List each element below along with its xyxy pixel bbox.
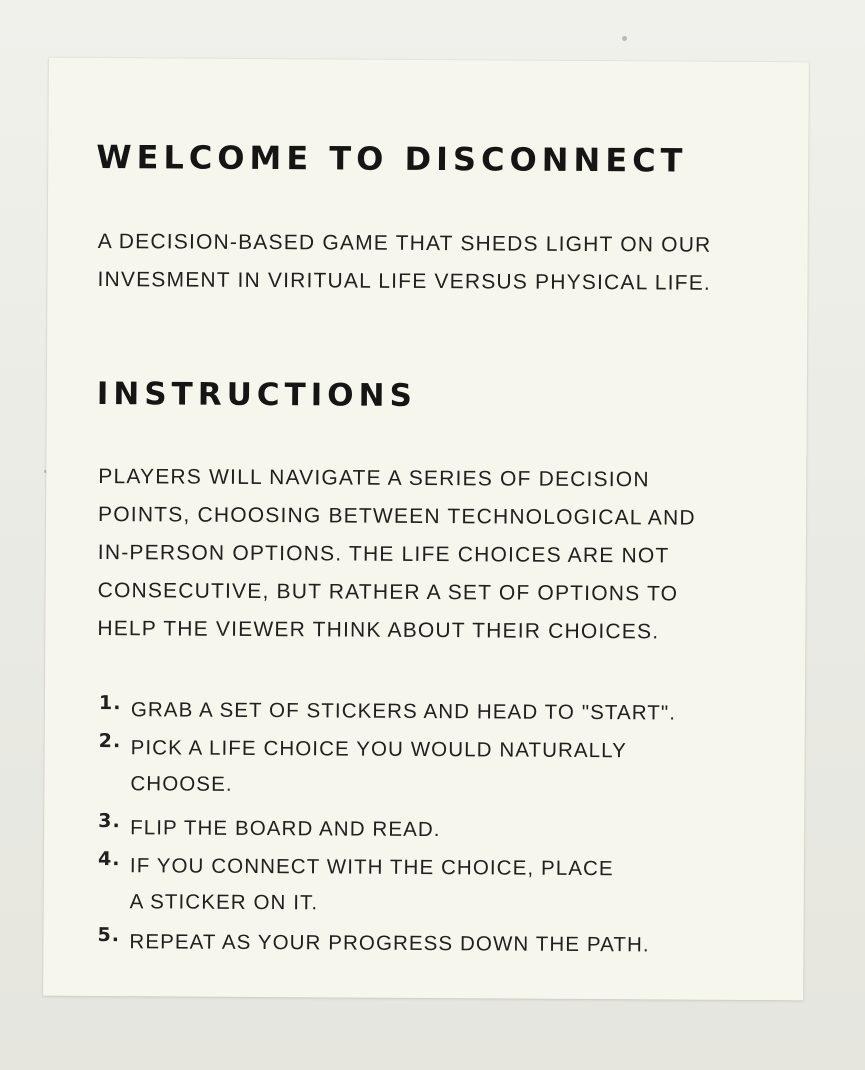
wall-mark: [622, 36, 627, 41]
instructions-paragraph: [97, 458, 696, 652]
instructions-line: CONSECUTIVE, BUT RATHER A SET OF OPTIONS TO: [97, 578, 679, 606]
step-text: IF YOU CONNECT WITH THE CHOICE, PLACE: [129, 854, 614, 881]
step-number: 4.: [97, 848, 121, 871]
instructions-heading: INSTRUCTIONS: [96, 375, 417, 414]
steps-list: [97, 692, 676, 966]
step-item: [97, 924, 674, 966]
step-item: [98, 730, 676, 814]
instructions-line: IN-PERSON OPTIONS. THE LIFE CHOICES ARE NOT: [97, 540, 670, 568]
step-item: [98, 810, 675, 852]
intro-paragraph: [97, 223, 711, 303]
step-text: A STICKER ON IT.: [129, 890, 319, 915]
intro-line: INVESMENT IN VIRITUAL LIFE VERSUS PHYSICAL LIFE.: [97, 267, 712, 295]
step-text: FLIP THE BOARD AND READ.: [130, 816, 441, 842]
step-item: [99, 692, 676, 734]
step-number: 3.: [98, 810, 121, 833]
step-number: 1.: [98, 692, 122, 715]
step-text: GRAB A SET OF STICKERS AND HEAD TO "START".: [130, 698, 677, 725]
step-item: [98, 848, 676, 928]
step-text: PICK A LIFE CHOICE YOU WOULD NATURALLY: [130, 736, 628, 763]
step-text: REPEAT AS YOUR PROGRESS DOWN THE PATH.: [129, 930, 650, 957]
step-number: 2.: [98, 730, 122, 753]
instructions-line: POINTS, CHOOSING BETWEEN TECHNOLOGICAL AND: [98, 502, 696, 530]
step-text: CHOOSE.: [130, 772, 233, 796]
poster-title: WELCOME TO DISCONNECT: [96, 137, 688, 180]
instruction-poster: [43, 58, 809, 1001]
instructions-line: HELP THE VIEWER THINK ABOUT THEIR CHOICES.: [97, 616, 660, 644]
instructions-line: PLAYERS WILL NAVIGATE A SERIES OF DECISION: [98, 464, 650, 492]
step-number: 5.: [97, 924, 121, 947]
intro-line: A DECISION-BASED GAME THAT SHEDS LIGHT ON OUR: [97, 229, 712, 257]
